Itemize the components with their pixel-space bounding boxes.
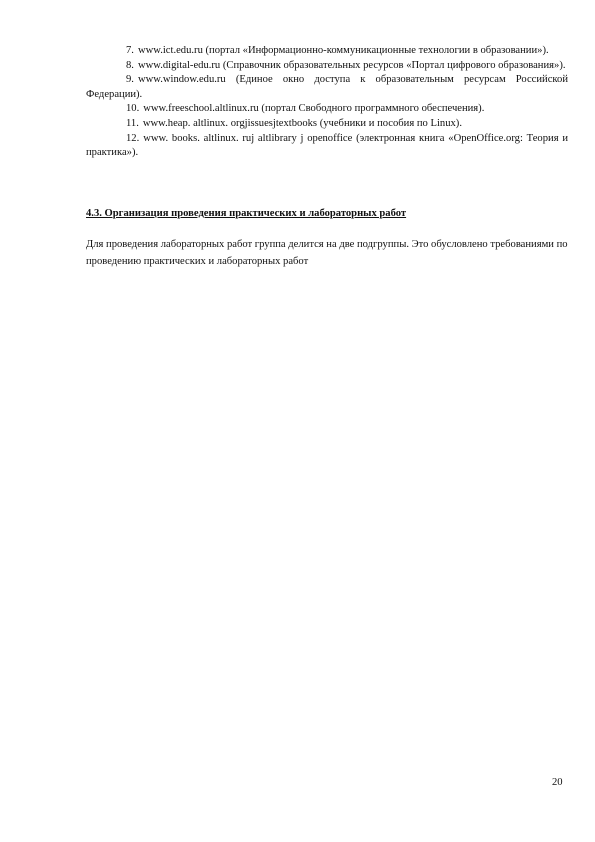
list-item-text: www.freeschool.altlinux.ru (портал Свободного программного обеспечения). xyxy=(143,103,485,115)
list-item xyxy=(86,102,568,117)
list-item-text: www.ict.edu.ru (портал «Информационно-коммуникационные технологии в образовании»). xyxy=(137,45,549,56)
page-number: 20 xyxy=(552,777,563,788)
list-item xyxy=(86,44,568,59)
list-item-number: 12. xyxy=(126,132,140,144)
resource-list xyxy=(86,44,568,161)
list-item xyxy=(86,132,568,161)
list-item-number: 11. xyxy=(126,117,139,129)
section-heading: 4.3. Организация проведения практических и лабораторных работ xyxy=(86,208,407,219)
list-item-text: www.digital-edu.ru (Справочник образовательных ресурсов «Портал цифрового образования»). xyxy=(137,59,566,71)
list-item xyxy=(86,73,568,102)
list-item-number: 9. xyxy=(126,74,134,86)
section-paragraph: Для проведения лабораторных работ группа делится на две подгруппы. Это обусловлено требованиями по проведению практических и лабораторных работ xyxy=(86,239,568,267)
list-item xyxy=(86,59,568,74)
list-item-text: www. books. altlinux. ruj altlibrary j openoffice (электронная книга «OpenOffice.org: Теория и практика»). xyxy=(86,132,568,159)
list-item xyxy=(86,117,568,132)
list-item-text: www.window.edu.ru (Единое окно доступа к образовательным ресурсам Российской Федерации). xyxy=(86,74,568,100)
list-item-number: 10. xyxy=(126,103,140,115)
list-item-number: 8. xyxy=(126,59,134,71)
list-item-text: www.heap. altlinux. orgjissuesjtextbooks (учебники и пособия по Linux). xyxy=(142,117,462,129)
list-item-number: 7. xyxy=(126,45,134,56)
